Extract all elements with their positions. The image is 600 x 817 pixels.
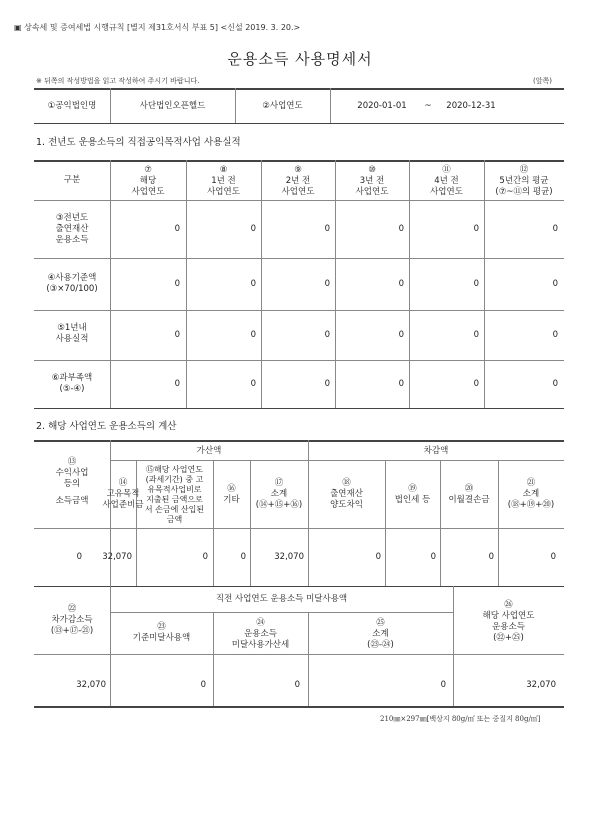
value-cell: 32,070 [76,680,106,690]
page-title: 운용소득 사용명세서 [227,50,373,68]
transfer-gain-header: ⑱ 출연재산 양도차익 [330,478,363,510]
value-cell: 0 [473,330,479,340]
loss-carryover-header: ⑳ 이월결손금 [448,484,490,505]
instruction-note: ※ 뒤쪽의 작성방법을 읽고 작성하여 주시기 바랍니다. [36,77,200,85]
col-header-average: ⑫ 5년간의 평균 (⑦~⑪의 평균) [495,165,553,197]
value-cell: 0 [552,224,558,234]
value-cell: 0 [250,279,256,289]
sub-group-header: 차감액 [423,446,449,456]
section1-title: 1. 전년도 운용소득의 직접공익목적사업 사용실적 [36,137,241,148]
col-header-3y: ⑩ 3년 전 사업연도 [355,165,389,197]
value-cell: 0 [174,379,180,389]
page-side-label: (앞쪽) [533,77,552,85]
corp-tax-header: ⑲ 법인세 등 [394,484,431,505]
value-cell: 0 [174,279,180,289]
value-cell: 32,070 [526,680,556,690]
current-income-header: ㉖ 해당 사업연도 운용소득 (㉒+㉕) [482,600,535,643]
col-header-1y: ⑧ 1년 전 사업연도 [207,165,240,197]
value-cell: 0 [488,552,494,562]
value-cell: 0 [375,552,381,562]
value-cell: 0 [398,224,404,234]
value-cell: 0 [552,279,558,289]
value-cell: 0 [250,379,256,389]
value-cell: 0 [398,379,404,389]
shortfall-group-header: 직전 사업연도 운용소득 미달사용액 [215,594,348,604]
col-header-2y: ⑨ 2년 전 사업연도 [281,165,315,197]
revenue-header: ⑬ 수익사업 등의 소득금액 [55,457,89,506]
value-cell: 0 [76,552,82,562]
sub-subtotal-header: ㉑ 소계 (⑱+⑲+⑳) [507,478,555,510]
value-cell: 0 [473,224,479,234]
value-cell: 0 [240,552,246,562]
value-cell: 0 [430,552,436,562]
below-standard-header: ㉓ 기준미달사용액 [132,622,191,643]
regulation-text: ▣ 상속세 및 증여세법 시행규칙 [별지 제31호서식 부표 5] <신설 2019. 3. 20.> [14,23,301,32]
corp-name-value: 사단법인오픈헬드 [139,101,206,111]
value-cell: 0 [250,224,256,234]
value-cell: 0 [174,224,180,234]
add-group-header: 가산액 [196,446,222,456]
net-income-header: ㉒ 차가감소득 (⑬+⑰-㉑) [50,604,94,636]
expense-header: ⑮해당 사업연도 (과세기간) 중 고 유목적사업비로 지출된 금액으로 서 손금에 산입된 금액 [144,465,205,524]
add-subtotal-header: ⑰ 소계 (⑭+⑮+⑯) [255,478,303,510]
value-cell: 0 [473,279,479,289]
value-cell: 0 [250,330,256,340]
value-cell: 0 [200,680,206,690]
period-end: 2020-12-31 [446,101,496,111]
shortfall-subtotal-header: ㉕ 소계 (㉓-㉔) [367,618,394,650]
value-cell: 0 [324,330,330,340]
period-start: 2020-01-01 [357,101,407,111]
reserve-header: ⑭ 고유목적 사업준비금 [102,478,144,510]
value-cell: 0 [294,680,300,690]
value-cell: 0 [552,379,558,389]
value-cell: 0 [550,552,556,562]
other-header: ⑯ 기타 [223,484,240,505]
value-cell: 0 [440,680,446,690]
value-cell: 0 [398,279,404,289]
value-cell: 0 [552,330,558,340]
section2-title: 2. 해당 사업연도 운용소득의 계산 [36,421,177,432]
col-header-4y: ⑪ 4년 전 사업연도 [430,165,463,197]
value-cell: 0 [174,330,180,340]
value-cell: 32,070 [274,552,304,562]
value-cell: 0 [202,552,208,562]
value-cell: 0 [324,379,330,389]
row-label-prior-income: ③전년도 출연재산 운용소득 [55,213,89,245]
value-cell: 32,070 [102,552,132,562]
value-cell: 0 [473,379,479,389]
header-gubun: 구분 [63,175,81,185]
value-cell: 0 [324,224,330,234]
paper-spec: 210㎜×297㎜[백상지 80g/㎡ 또는 중질지 80g/㎡] [380,715,541,723]
row-label-usage-standard: ④사용기준액 (③×70/100) [46,273,98,294]
col-header-current: ⑦ 해당 사업연도 [131,165,165,197]
penalty-tax-header: ㉔ 운용소득 미달사용가산세 [231,618,290,650]
row-label-usage-record: ⑤1년내 사용실적 [55,323,89,344]
value-cell: 0 [398,330,404,340]
corp-name-label: ①공익법인명 [47,101,97,111]
value-cell: 0 [324,279,330,289]
row-label-shortfall: ⑥과부족액 (⑤-④) [51,373,93,394]
period-label: ②사업연도 [262,101,303,111]
period-tilde: ~ [424,101,432,111]
